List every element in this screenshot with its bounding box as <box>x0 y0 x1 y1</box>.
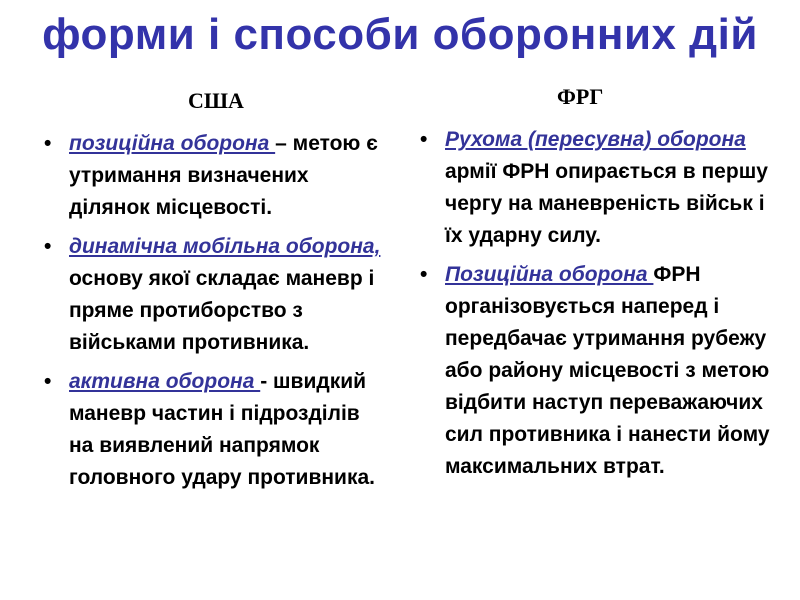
bullet-icon: • <box>44 370 52 393</box>
usa-item-mobile-defense <box>44 231 389 359</box>
usa-item-text: - швидкий маневр частин і підрозділів на виявлений напрямок головного удару противника. <box>69 370 375 489</box>
usa-item-term: позиційна оборона <box>69 132 276 155</box>
frg-item-term: Позиційна оборона <box>445 263 654 286</box>
slide-title: форми і способи оборонних дій <box>42 10 758 59</box>
frg-column <box>420 124 785 490</box>
usa-item-text: – метою є утримання визначених ділянок місцевості. <box>69 132 378 219</box>
frg-item-mobile-defense <box>420 124 785 252</box>
usa-item-positional-defense <box>44 128 389 224</box>
usa-item-term: динамічна мобільна оборона, <box>69 235 381 258</box>
bullet-icon: • <box>420 128 428 151</box>
frg-heading: ФРГ <box>557 84 604 109</box>
frg-item-positional-defense <box>420 259 785 483</box>
usa-item-active-defense <box>44 366 389 494</box>
frg-item-text: армії ФРН опирається в першу чергу на маневреність військ і їх ударну силу. <box>445 160 768 247</box>
frg-item-term: Рухома (пересувна) оборона <box>445 128 746 151</box>
bullet-icon: • <box>44 235 52 258</box>
usa-item-text: основу якої складає маневр і пряме протиборство з військами противника. <box>69 267 375 354</box>
usa-item-term: активна оборона <box>69 370 261 393</box>
bullet-icon: • <box>420 263 428 286</box>
usa-heading: США <box>188 88 244 113</box>
usa-column <box>44 128 389 501</box>
frg-item-text: ФРН організовується наперед і передбачає утримання рубежу або району місцевості з метою відбити наступ переважаючих сил противника і нанести йому максимальних втрат. <box>445 263 770 478</box>
bullet-icon: • <box>44 132 52 155</box>
